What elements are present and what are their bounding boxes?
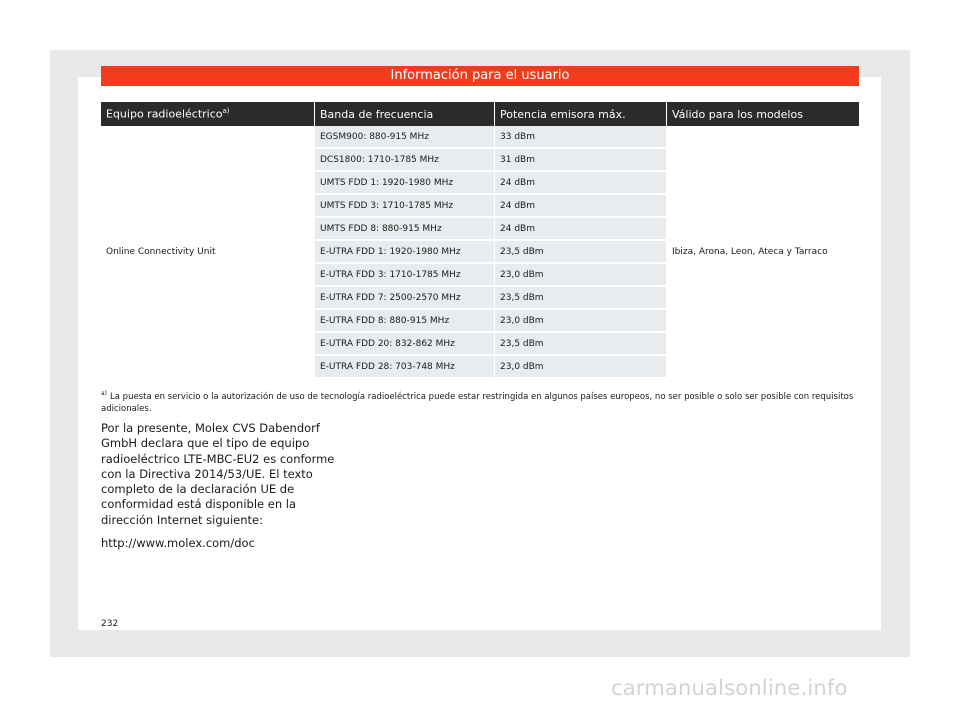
band-cell: E-UTRA FDD 28: 703-748 MHz (314, 356, 494, 379)
radio-equipment-table (101, 102, 859, 379)
band-cell: DCS1800: 1710-1785 MHz (314, 149, 494, 172)
band-cell: EGSM900: 880-915 MHz (314, 126, 494, 149)
band-cell: UMTS FDD 8: 880-915 MHz (314, 218, 494, 241)
declaration-url: http://www.molex.com/doc (101, 536, 255, 551)
band-cell: E-UTRA FDD 3: 1710-1785 MHz (314, 264, 494, 287)
power-cell: 31 dBm (494, 149, 666, 172)
power-cell: 23,0 dBm (494, 264, 666, 287)
band-cell: E-UTRA FDD 20: 832-862 MHz (314, 333, 494, 356)
power-cell: 24 dBm (494, 218, 666, 241)
footnote-mark: a) (101, 390, 108, 397)
header-equipment: Equipo radioeléctrico$^{a)}$ (101, 102, 314, 126)
power-cell: 33 dBm (494, 126, 666, 149)
section-title: Información para el usuario (101, 66, 859, 86)
table-row (101, 126, 859, 149)
page-number: 232 (101, 619, 119, 629)
header-models: Válido para los modelos (666, 102, 859, 126)
band-cell: UMTS FDD 1: 1920-1980 MHz (314, 172, 494, 195)
header-band: Banda de frecuencia (314, 102, 494, 126)
declaration-paragraph: Por la presente, Molex CVS Dabendorf GmbH declara que el tipo de equipo radioeléctrico LTE-MBC-EU2 es conforme con la Directiva 2014/53/UE. El texto completo de la declaración UE de conformidad está disponible en la dirección Internet siguiente: (101, 421, 335, 527)
footnote (101, 388, 859, 415)
band-cell: E-UTRA FDD 8: 880-915 MHz (314, 310, 494, 333)
band-cell: E-UTRA FDD 1: 1920-1980 MHz (314, 241, 494, 264)
footnote-text: La puesta en servicio o la autorización de uso de tecnología radioeléctrica puede estar restringida en algunos países europeos, no ser posible o solo ser posible con requisitos adicionales. (101, 391, 854, 414)
power-cell: 23,5 dBm (494, 287, 666, 310)
power-cell: 24 dBm (494, 172, 666, 195)
power-cell: 23,0 dBm (494, 356, 666, 379)
footnote-ref: a) (222, 107, 230, 116)
table-header-row (101, 102, 859, 126)
header-power: Potencia emisora máx. (494, 102, 666, 126)
watermark: carmanualsonline.info (611, 676, 848, 700)
band-cell: E-UTRA FDD 7: 2500-2570 MHz (314, 287, 494, 310)
equipment-cell: Online Connectivity Unit (101, 126, 314, 379)
power-cell: 23,5 dBm (494, 333, 666, 356)
declaration-text (101, 421, 351, 559)
models-cell: Ibiza, Arona, Leon, Ateca y Tarraco (666, 126, 859, 379)
band-cell: UMTS FDD 3: 1710-1785 MHz (314, 195, 494, 218)
power-cell: 23,0 dBm (494, 310, 666, 333)
power-cell: 23,5 dBm (494, 241, 666, 264)
power-cell: 24 dBm (494, 195, 666, 218)
